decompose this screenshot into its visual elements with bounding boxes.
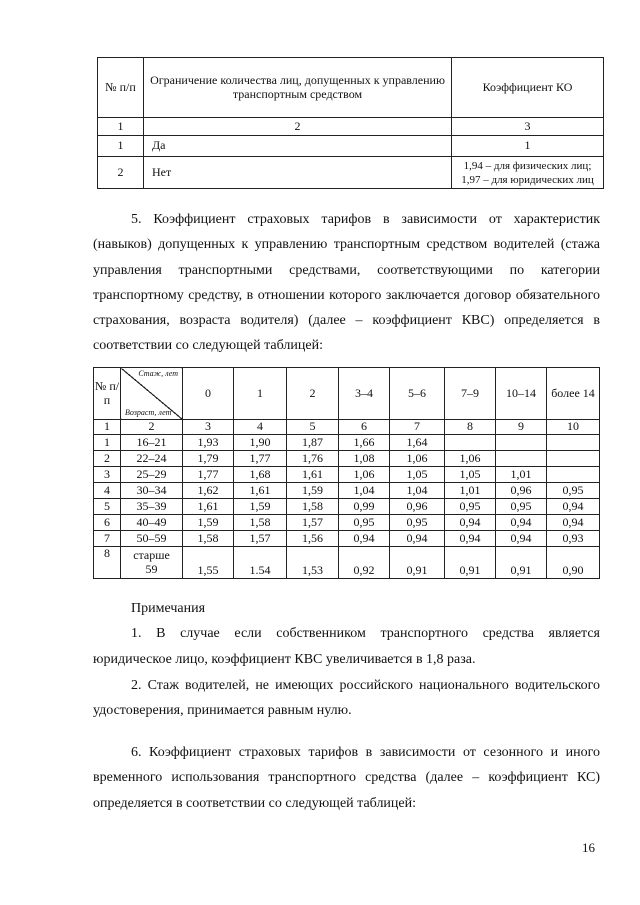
row-number: 1 [98, 136, 144, 157]
page-number: 16 [582, 840, 595, 855]
value-cell: 1,77 [183, 467, 234, 483]
value-cell: 0,94 [547, 499, 600, 515]
value-cell: 0,94 [496, 531, 547, 547]
header-restriction: Ограничение количества лиц, допущенных к управлению транспортным средством [144, 58, 452, 118]
value-cell: 1,05 [445, 467, 496, 483]
column-number-row [94, 420, 600, 435]
column-number: 10 [547, 420, 600, 435]
table-row [94, 515, 600, 531]
table-row [98, 157, 604, 189]
value-cell [547, 467, 600, 483]
table-row [94, 451, 600, 467]
experience-header: 10–14 [496, 368, 547, 420]
value-cell: 1,53 [287, 547, 339, 579]
column-number: 8 [445, 420, 496, 435]
value-cell: 0,93 [547, 531, 600, 547]
header-number: № п/п [98, 58, 144, 118]
age-line: 59 [145, 561, 158, 576]
value-cell: 1,76 [287, 451, 339, 467]
column-number: 9 [496, 420, 547, 435]
value-cell: 1,06 [339, 467, 390, 483]
paragraph-5 [93, 207, 600, 359]
value-cell [547, 435, 600, 451]
table-header-row [98, 58, 604, 118]
value-cell: 0,92 [339, 547, 390, 579]
value-cell: 1,61 [183, 499, 234, 515]
experience-header: 2 [287, 368, 339, 420]
value-cell: 0,96 [496, 483, 547, 499]
value-cell: 0,90 [547, 547, 600, 579]
value-cell: 1,58 [183, 531, 234, 547]
table-row [94, 499, 600, 515]
value-cell [496, 435, 547, 451]
paragraph-text: 6. Коэффициент страховых тарифов в зависимости от сезонного и иного временного использования транспортного средства (далее – коэффициент КС) определяется в соответствии со следующей таблицей: [93, 745, 600, 811]
table-row [94, 547, 600, 579]
age-cell: 25–29 [121, 467, 183, 483]
note-2: 2. Стаж водителей, не имеющих российского национального водительского удостоверения, принимается равным нулю. [93, 677, 600, 719]
notes-section [93, 596, 600, 723]
value-cell: 1,66 [339, 435, 390, 451]
age-cell: 50–59 [121, 531, 183, 547]
value-cell: 0,96 [390, 499, 445, 515]
value-cell [496, 451, 547, 467]
value-cell: 0,95 [496, 499, 547, 515]
table-row [94, 467, 600, 483]
row-number: 5 [94, 499, 121, 515]
column-number: 3 [183, 420, 234, 435]
column-number: 1 [98, 118, 144, 136]
table-row [94, 435, 600, 451]
ko-coefficient-table [97, 57, 604, 189]
value-cell: 0,91 [390, 547, 445, 579]
age-cell: 16–21 [121, 435, 183, 451]
value-cell [445, 435, 496, 451]
table-header-row [94, 368, 600, 420]
age-cell: 40–49 [121, 515, 183, 531]
value-line: 1,94 – для физических лиц; [463, 159, 592, 172]
value-cell: 1,77 [234, 451, 287, 467]
row-number: 3 [94, 467, 121, 483]
value-cell: 1,59 [287, 483, 339, 499]
value-cell: 0,91 [445, 547, 496, 579]
value-cell: 0,91 [496, 547, 547, 579]
value-cell: 0,94 [496, 515, 547, 531]
row-number: 4 [94, 483, 121, 499]
value-cell: 1,87 [287, 435, 339, 451]
value-cell: 0,94 [339, 531, 390, 547]
experience-header: 5–6 [390, 368, 445, 420]
notes-title: Примечания [131, 601, 206, 616]
value-cell: 1,04 [339, 483, 390, 499]
value-cell: 1,04 [390, 483, 445, 499]
value-cell: 0,94 [547, 515, 600, 531]
value-cell: 1,55 [183, 547, 234, 579]
row-number: 8 [94, 547, 121, 579]
value-cell: 1,05 [390, 467, 445, 483]
age-cell: 22–24 [121, 451, 183, 467]
value-cell: 1,58 [234, 515, 287, 531]
value-cell: 1,61 [287, 467, 339, 483]
column-number: 1 [94, 420, 121, 435]
row-label: Нет [144, 157, 452, 189]
value-cell: 0,95 [390, 515, 445, 531]
value-cell: 0,94 [445, 531, 496, 547]
experience-header: более 14 [547, 368, 600, 420]
row-number: 1 [94, 435, 121, 451]
row-value [452, 157, 604, 189]
table-row [94, 531, 600, 547]
row-number: 7 [94, 531, 121, 547]
column-number: 2 [121, 420, 183, 435]
paragraph-text: 5. Коэффициент страховых тарифов в зависимости от характеристик (навыков) допущенных к управлению транспортным средством водителей (стажа управления транспортными средствами, соответствующими по категории транспортному средству, в отношении которого заключается договор обязательного страхования, возраста водителя) (далее – коэффициент КВС) определяется в соответствии со следующей таблицей: [93, 212, 600, 354]
column-number: 2 [144, 118, 452, 136]
kvs-coefficient-table [93, 367, 600, 579]
diagonal-header-cell [121, 368, 183, 420]
column-number: 3 [452, 118, 604, 136]
value-cell: 1,61 [234, 483, 287, 499]
value-line: 1,97 – для юридических лиц [461, 173, 594, 186]
age-cell: 30–34 [121, 483, 183, 499]
table-row [94, 483, 600, 499]
age-line: старше [133, 547, 170, 562]
value-cell: 1,57 [234, 531, 287, 547]
column-number-row [98, 118, 604, 136]
column-number: 7 [390, 420, 445, 435]
experience-header: 1 [234, 368, 287, 420]
experience-header: 3–4 [339, 368, 390, 420]
column-number: 6 [339, 420, 390, 435]
age-cell [121, 547, 183, 579]
value-cell: 1,59 [183, 515, 234, 531]
value-cell: 1,08 [339, 451, 390, 467]
value-cell: 1,57 [287, 515, 339, 531]
experience-header: 0 [183, 368, 234, 420]
value-cell: 1,01 [496, 467, 547, 483]
column-number: 5 [287, 420, 339, 435]
value-cell: 1.54 [234, 547, 287, 579]
value-cell: 1,59 [234, 499, 287, 515]
paragraph-6 [93, 740, 600, 816]
value-cell: 0,95 [547, 483, 600, 499]
experience-axis-label: Стаж, лет [138, 369, 178, 378]
value-cell [547, 451, 600, 467]
row-value: 1 [452, 136, 604, 157]
value-cell: 1,06 [390, 451, 445, 467]
value-cell: 1,90 [234, 435, 287, 451]
value-cell: 0,99 [339, 499, 390, 515]
value-cell: 1,01 [445, 483, 496, 499]
value-cell: 0,95 [445, 499, 496, 515]
row-number: 2 [94, 451, 121, 467]
header-ko: Коэффициент КО [452, 58, 604, 118]
experience-header: 7–9 [445, 368, 496, 420]
table-row [98, 136, 604, 157]
age-cell: 35–39 [121, 499, 183, 515]
value-cell: 1,56 [287, 531, 339, 547]
value-cell: 1,58 [287, 499, 339, 515]
value-cell: 1,93 [183, 435, 234, 451]
header-number: № п/п [94, 368, 121, 420]
value-cell: 0,94 [445, 515, 496, 531]
note-1: 1. В случае если собственником транспортного средства является юридическое лицо, коэффициент КВС увеличивается в 1,8 раза. [93, 626, 600, 667]
column-number: 4 [234, 420, 287, 435]
row-number: 6 [94, 515, 121, 531]
value-cell: 1,62 [183, 483, 234, 499]
value-cell: 1,06 [445, 451, 496, 467]
age-axis-label: Возраст, лет [125, 407, 172, 417]
value-cell: 0,95 [339, 515, 390, 531]
row-label: Да [144, 136, 452, 157]
value-cell: 1,64 [390, 435, 445, 451]
value-cell: 0,94 [390, 531, 445, 547]
row-number: 2 [98, 157, 144, 189]
value-cell: 1,68 [234, 467, 287, 483]
value-cell: 1,79 [183, 451, 234, 467]
